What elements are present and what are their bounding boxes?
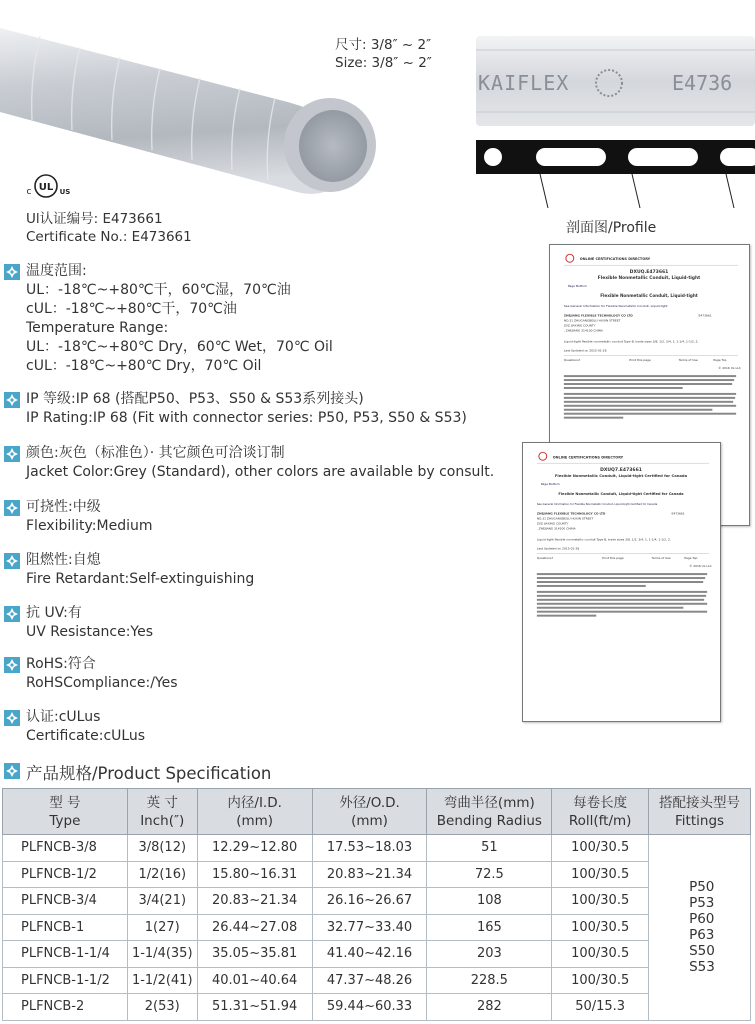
bullet-icon [4, 392, 20, 408]
doc1-file: E473661 [698, 313, 712, 318]
fitting-item: S53 [689, 959, 715, 976]
bullet-icon [4, 500, 20, 516]
cell-roll: 100/30.5 [552, 941, 649, 968]
closeup-brand: KAIFLEX [478, 71, 570, 95]
cell-roll: 50/15.3 [552, 994, 649, 1021]
hose-marking-closeup [476, 36, 755, 126]
cell-od: 59.44~60.33 [312, 994, 427, 1021]
doc1-code: DXUQ.E473661 [629, 270, 669, 276]
doc1-copy: © 2016 UL LLC [718, 366, 741, 371]
doc2-copy: © 2016 UL LLC [689, 564, 712, 569]
cell-bending: 108 [427, 888, 552, 915]
cell-od: 47.37~48.26 [312, 967, 427, 994]
cell-type: PLFNCB-1-1/4 [3, 941, 128, 968]
cell-bending: 203 [427, 941, 552, 968]
feature-line: Temperature Range: [26, 320, 169, 336]
doc2-back: Page Bottom [540, 481, 560, 486]
doc2-print: Print this page [602, 556, 624, 561]
doc2-terms: Terms of Use [651, 556, 671, 561]
bullet-icon [4, 264, 20, 280]
cell-inch: 1(27) [127, 914, 197, 941]
feature-line: RoHS:符合 [26, 656, 96, 672]
cell-bending: 282 [427, 994, 552, 1021]
bullet-icon [4, 446, 20, 462]
certificate-number [26, 210, 192, 246]
cell-roll: 100/30.5 [552, 861, 649, 888]
cell-type: PLFNCB-1-1/2 [3, 967, 128, 994]
cell-id: 35.05~35.81 [197, 941, 312, 968]
profile-cross-section [476, 130, 755, 212]
table-row [3, 941, 751, 968]
col-header-id: 内径/I.D. (mm) [197, 789, 312, 835]
doc1-guide: See General Information for Flexible Nonmetallic Conduit, Liquid-tight [563, 303, 668, 308]
cell-type: PLFNCB-1 [3, 914, 128, 941]
doc2-subtitle: Flexible Nonmetallic Conduit, Liquid-tight Certified for Canada [558, 491, 684, 496]
doc2-addr2: ZXZ JIAXING COUNTY [536, 521, 569, 526]
cell-type: PLFNCB-3/4 [3, 888, 128, 915]
doc2-questions: Questions? [536, 556, 554, 561]
bullet-icon [4, 710, 20, 726]
feature-line: 颜色:灰色（标准色）· 其它颜色可洽谈订制 [26, 445, 285, 461]
cell-fittings [649, 835, 751, 1021]
cell-roll: 100/30.5 [552, 835, 649, 862]
table-row [3, 914, 751, 941]
feature-line: 可挠性:中级 [26, 499, 101, 515]
feature-line: IP 等级:IP 68 (搭配P50、P53、S50 & S53系列接头) [26, 391, 364, 407]
cell-type: PLFNCB-2 [3, 994, 128, 1021]
bullet-icon [4, 553, 20, 569]
size-zh: 尺寸: 3/8″ ~ 2″ [335, 37, 432, 53]
doc2-updated: Last Updated on 2015-01-28 [536, 546, 580, 551]
feature-line: UL：-18℃~+80℃干，60℃湿，70℃油 [26, 282, 291, 298]
fitting-item: S50 [689, 943, 715, 960]
doc2-title: Flexible Nonmetallic Conduit, Liquid-tight Certified for Canada [554, 474, 688, 479]
doc1-header: ONLINE CERTIFICATIONS DIRECTORY [579, 257, 651, 262]
col-header-inch: 英 寸 Inch(″) [127, 789, 197, 835]
size-en: Size: 3/8″ ~ 2″ [335, 55, 432, 71]
cell-inch: 2(53) [127, 994, 197, 1021]
fitting-item: P50 [689, 879, 715, 896]
table-row [3, 835, 751, 862]
col-header-roll: 每卷长度 Roll(ft/m) [552, 789, 649, 835]
certificate-zh: Ul认证编号: E473661 [26, 211, 163, 227]
spec-table [2, 788, 751, 1021]
feature-line: cUL：-18℃~+80℃干，70℃油 [26, 301, 237, 317]
doc2-header: ONLINE CERTIFICATIONS DIRECTORY [552, 455, 624, 460]
cell-type: PLFNCB-3/8 [3, 835, 128, 862]
doc2-addr3: , ZHEJIANG 314100 CHINA [536, 526, 576, 531]
table-row [3, 861, 751, 888]
feature-line: Flexibility:Medium [26, 518, 153, 534]
col-header-bending: 弯曲半径(mm) Bending Radius [427, 789, 552, 835]
doc2-code: DXUQ7.E473661 [600, 468, 642, 474]
col-header-od: 外径/O.D. (mm) [312, 789, 427, 835]
cell-bending: 72.5 [427, 861, 552, 888]
feature-line: cUL：-18℃~+80℃ Dry，70℃ Oil [26, 358, 262, 374]
doc2-file: E473661 [671, 511, 685, 516]
spec-header-row [3, 789, 751, 835]
doc1-back: Page Bottom [567, 283, 587, 288]
cell-inch: 1-1/4(35) [127, 941, 197, 968]
doc1-updated: Last Updated on 2015-01-28 [563, 348, 607, 353]
doc1-subtitle: Flexible Nonmetallic Conduit, Liquid-tight [600, 292, 698, 298]
feature-line: IP Rating:IP 68 (Fit with connector series: P50, P53, S50 & S53) [26, 410, 467, 426]
doc1-terms: Terms of Use [678, 358, 698, 363]
cul-certificate-document [522, 442, 721, 722]
doc1-company: ZHEJIANG FLEXIBLE TECHNOLOGY CO LTD [563, 313, 633, 318]
culus-mark-icon [22, 172, 74, 200]
ul-logo-us: US [59, 188, 71, 196]
closeup-cert-no: E4736 [672, 71, 733, 95]
cell-od: 32.77~33.40 [312, 914, 427, 941]
cell-inch: 3/4(21) [127, 888, 197, 915]
feature-line: 温度范围: [26, 263, 87, 279]
cell-od: 41.40~42.16 [312, 941, 427, 968]
ul-logo-ul: UL [38, 182, 54, 193]
feature-line: 认证:cULus [26, 709, 101, 725]
cell-roll: 100/30.5 [552, 967, 649, 994]
fitting-item: P53 [689, 895, 715, 912]
feature-line: Jacket Color:Grey (Standard), other colors are available by consult. [26, 464, 495, 480]
feature-line: 阻燃性:自熄 [26, 552, 101, 568]
doc2-company: ZHEJIANG FLEXIBLE TECHNOLOGY CO LTD [536, 511, 606, 516]
cell-od: 20.83~21.34 [312, 861, 427, 888]
spec-title-text: 产品规格/Product Specification [26, 764, 272, 783]
doc1-addr2: ZXZ JIAXING COUNTY [563, 323, 596, 328]
table-row [3, 967, 751, 994]
cell-id: 12.29~12.80 [197, 835, 312, 862]
doc2-guide: See General Information for Flexible Nonmetallic Conduit, Liquid-tight Certified for Canada [536, 502, 658, 506]
doc1-print: Print this page [629, 358, 651, 363]
table-row [3, 888, 751, 915]
ul-logo-c: c [26, 187, 32, 197]
conduit-hose-image [0, 22, 385, 197]
doc1-product: Liquid-tight flexible nonmetallic conduit Type B, trade sizes 3/8, 1/2, 3/4, 1, 1-1/4, 1-1/2, 2. [563, 339, 699, 344]
feature-line: Fire Retardant:Self-extinguishing [26, 571, 255, 587]
cell-bending: 51 [427, 835, 552, 862]
cell-roll: 100/30.5 [552, 888, 649, 915]
cell-od: 17.53~18.03 [312, 835, 427, 862]
feature-line: RoHSCompliance:/Yes [26, 675, 178, 691]
doc1-questions: Questions? [563, 358, 581, 363]
cell-id: 26.44~27.08 [197, 914, 312, 941]
feature-line: Certificate:cULus [26, 728, 146, 744]
cell-id: 15.80~16.31 [197, 861, 312, 888]
cell-id: 20.83~21.34 [197, 888, 312, 915]
doc2-addr1: NO.31 ZHUGANGBEILU HUXIN STREET [536, 516, 594, 521]
doc1-addr1: NO.31 ZHUGANGBEILU HUXIN STREET [563, 318, 621, 323]
cell-type: PLFNCB-1/2 [3, 861, 128, 888]
bullet-icon [4, 657, 20, 673]
cell-id: 51.31~51.94 [197, 994, 312, 1021]
feature-line: 抗 UV:有 [26, 605, 82, 621]
doc1-top: Page Top [713, 358, 727, 363]
size-range [335, 36, 432, 72]
cell-inch: 1/2(16) [127, 861, 197, 888]
doc1-title: Flexible Nonmetallic Conduit, Liquid-tight [597, 276, 701, 282]
doc1-addr3: , ZHEJIANG 314100 CHINA [563, 328, 603, 333]
table-row [3, 994, 751, 1021]
fitting-item: P60 [689, 911, 715, 928]
doc2-product: Liquid-tight flexible nonmetallic conduit Type B, trade sizes 3/8, 1/2, 3/4, 1, 1-1/4, 1-1/2, 2. [536, 537, 671, 542]
feature-line: UL：-18℃~+80℃ Dry，60℃ Wet，70℃ Oil [26, 339, 333, 355]
col-header-fittings: 搭配接头型号 Fittings [649, 789, 751, 835]
cell-id: 40.01~40.64 [197, 967, 312, 994]
cell-bending: 228.5 [427, 967, 552, 994]
profile-label: 剖面图/Profile [566, 220, 657, 236]
cell-inch: 3/8(12) [127, 835, 197, 862]
col-header-type: 型 号 Type [3, 789, 128, 835]
doc2-top: Page Top [684, 556, 698, 561]
fitting-item: P63 [689, 927, 715, 944]
cell-bending: 165 [427, 914, 552, 941]
bullet-icon [4, 763, 20, 779]
bullet-icon [4, 606, 20, 622]
feature-line: UV Resistance:Yes [26, 624, 154, 640]
cell-roll: 100/30.5 [552, 914, 649, 941]
cell-od: 26.16~26.67 [312, 888, 427, 915]
cell-inch: 1-1/2(41) [127, 967, 197, 994]
certificate-en: Certificate No.: E473661 [26, 229, 192, 245]
